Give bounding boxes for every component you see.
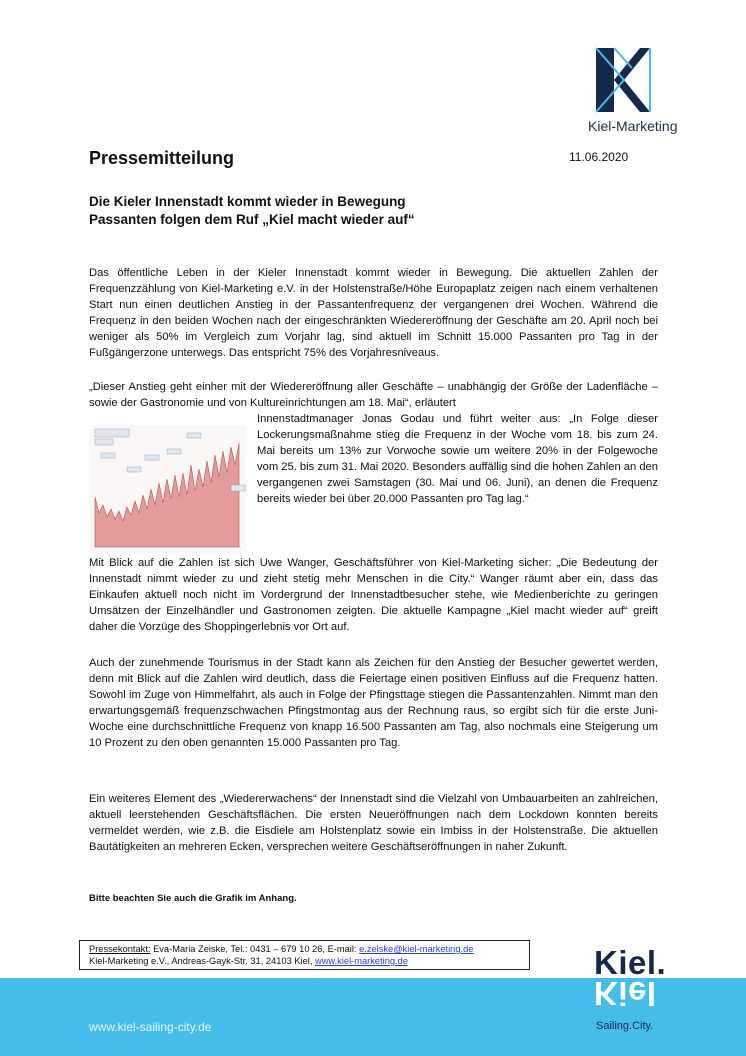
paragraph-4: Auch der zunehmende Tourismus in der Stadt kann als Zeichen für den Anstieg der Besucher gewertet werden, denn mit Blick auf die Zahlen wird deutlich, dass die Feiertage einen positiven Einfluss auf die Frequenz hatten. Sowohl im Zuge von Himmelfahrt, als auch in Folge der Pfingsttage stiegen die Passantenzahlen. Nimmt man den erwartungsgemäß frequenzschwachen Pfingstmontag aus der Rechnung raus, so ergibt sich für die erste Juni-Woche eine durchschnittliche Frequenz von knapp 16.500 Passanten am Tag, also nochmals eine Steigerung um 10 Prozent zu den oben genannten 15.000 Passanten pro Tag. [89, 657, 658, 749]
contact-web-link[interactable]: www.kiel-marketing.de [315, 956, 409, 966]
headline-line-2: Passanten folgen dem Ruf „Kiel macht wieder auf“ [89, 212, 415, 227]
kiel-marketing-logo [588, 46, 678, 134]
release-date: 11.06.2020 [569, 150, 629, 164]
kiel-sailing-city-logo [590, 944, 690, 1054]
footer-url[interactable]: www.kiel-sailing-city.de [89, 1020, 212, 1034]
frequency-chart-image [89, 425, 247, 553]
headline-line-1: Die Kieler Innenstadt kommt wieder in Bewegung [89, 194, 406, 209]
chart-annotation [167, 449, 181, 454]
kiel-logo-tagline: Sailing.City. [596, 1020, 654, 1032]
chart-annotation [127, 467, 141, 472]
km-logo-icon [594, 46, 652, 114]
paragraph-5: Ein weiteres Element des „Wiedererwachens“ der Innenstadt sind die Vielzahl von Umbauarbeiten an zahlreichen, aktuell leerstehenden Geschäftsflächen. Die ersten Neueröffnungen nach dem Lockdown konnten bereits vermeldet werden, wie z.B. die Eisdiele am Holstenplatz sowie ein Imbiss in der Holstenstraße. Die aktuellen Bautätigkeiten an mehreren Ecken, versprechen weitere Geschäftseröffnungen in naher Zukunft. [89, 793, 658, 853]
attachment-note: Bitte beachten Sie auch die Grafik im Anhang. [89, 893, 297, 904]
contact-email-link[interactable]: e.zelske@kiel-marketing.de [359, 944, 474, 954]
contact-line-1 [89, 943, 520, 955]
chart-annotation [145, 455, 159, 460]
press-contact-box [79, 940, 530, 970]
paragraph-2-quote: Innenstadtmanager Jonas Godau und führt weiter aus: „In Folge dieser Lockerungsmaßnahme stieg die Frequenz in der Woche vom 18. bis zum 24. Mai bereits um 13% zur Vorwoche sowie um weitere 20% in der Folgewoche vom 25. bis zum 31. Mai 2020. Besonders auffällig sind die hohen Zahlen an den vergangenen zwei Samstagen (30. Mai und 06. Juni), an denen die Frequenz bereits wieder bei über 20.000 Passanten pro Tag lag.“ [257, 413, 658, 505]
kiel-logo-reflection: Kiel [594, 975, 657, 1012]
logo-text: Kiel-Marketing [588, 118, 678, 134]
chart-annotation [231, 485, 245, 491]
contact-person: Eva-Maria Zeiske, Tel.: 0431 – 679 10 26, E-mail: [150, 944, 360, 954]
kiel-logo-word: Kiel. [594, 944, 667, 981]
chart-annotation [187, 433, 201, 438]
chart-annotation [101, 453, 115, 458]
paragraph-3: Mit Blick auf die Zahlen ist sich Uwe Wanger, Geschäftsführer von Kiel-Marketing sicher: „Die Bedeutung der Innenstadt nimmt wieder zu und zieht stetig mehr Menschen in die City.“ Wanger räumt aber ein, dass das Einkaufen aktuell noch nicht im Vordergrund der Innenstadtbesucher stehe, wie Medienberichte zu geringen Umsätzen der Einzelhändler und Gastronomen zeigten. Die aktuelle Kampagne „Kiel macht wieder auf“ greift daher die Vorzüge des Shoppingerlebnis vor Ort auf. [89, 557, 658, 633]
paragraph-2-intro: „Dieser Anstieg geht einher mit der Wiedereröffnung aller Geschäfte – unabhängig der Größe der Ladenfläche – sowie der Gastronomie und von Kultureinrichtungen am 18. Mai“, erläutert [89, 381, 658, 409]
chart-label-box [95, 429, 129, 437]
paragraph-1: Das öffentliche Leben in der Kieler Innenstadt kommt wieder in Bewegung. Die aktuellen Zahlen der Frequenzzählung von Kiel-Marketing e.V. in der Holstenstraße/Höhe Europaplatz zeigen nach einem verhaltenen Start nun einen deutlichen Anstieg in der Passantenfrequenz der vergangenen drei Wochen. Während die Frequenz in den beiden Wochen nach der eingeschränkten Wiedereröffnung der Geschäfte am 20. April noch bei weniger als 50% im Vergleich zum Vorjahr lag, sind aktuell im Schnitt 15.000 Passanten pro Tag in der Fußgängerzone unterwegs. Das entspricht 75% des Vorjahresniveaus. [89, 267, 658, 359]
contact-line-2 [89, 955, 520, 967]
chart-label-box [95, 439, 113, 445]
contact-label: Pressekontakt: [89, 944, 151, 954]
headline [89, 193, 415, 229]
contact-address: Kiel-Marketing e.V., Andreas-Gayk-Str. 31, 24103 Kiel, [89, 956, 315, 966]
page-title: Pressemitteilung [89, 148, 235, 168]
